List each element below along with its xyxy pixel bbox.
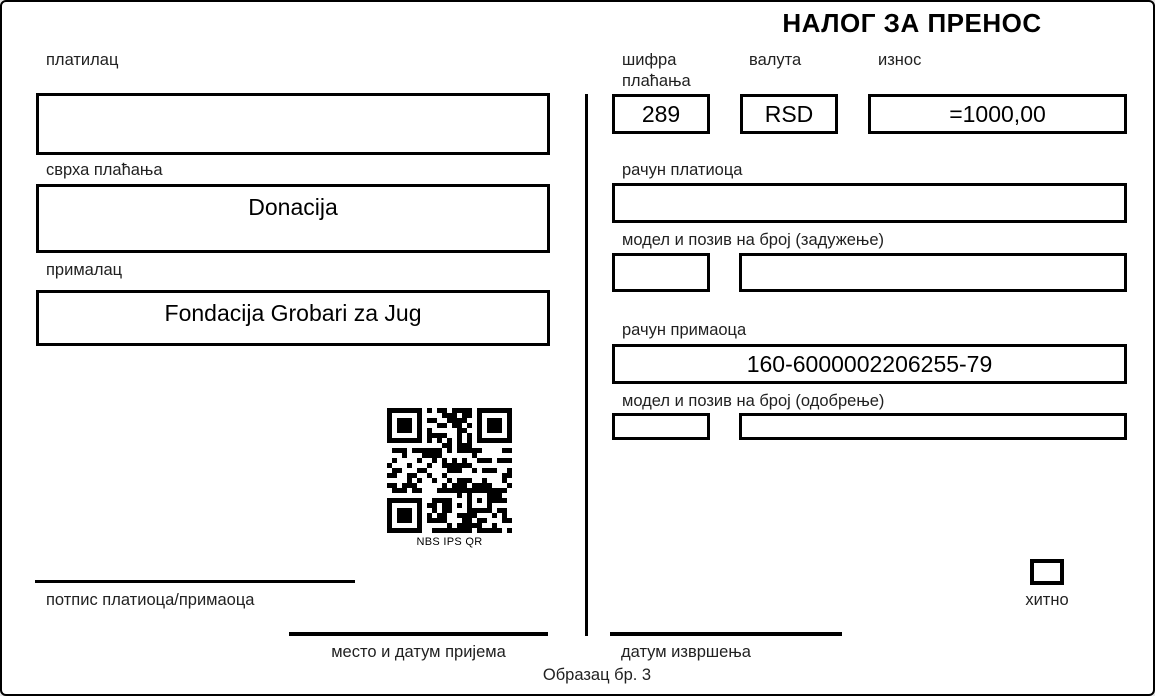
payer-label: платилац (46, 51, 119, 69)
model-credit-field[interactable] (612, 413, 710, 440)
form-number: Образац бр. 3 (542, 666, 652, 684)
recipient-label: прималац (46, 261, 123, 279)
payment-code-field[interactable] (612, 94, 710, 134)
model-debit-field[interactable] (612, 253, 710, 292)
currency-value: RSD (764, 100, 814, 127)
execution-date-label: датум извршења (621, 643, 751, 661)
recipient-field[interactable] (36, 290, 550, 346)
amount-label: износ (878, 51, 922, 69)
amount-value: =1000,00 (949, 100, 1046, 127)
qr-code (387, 408, 512, 533)
signature-label: потпис платиоца/примаоца (46, 591, 255, 609)
model-reference-credit-label: модел и позив на број (одобрење) (622, 392, 885, 410)
urgent-checkbox[interactable] (1030, 559, 1064, 585)
qr-block (387, 408, 512, 548)
payer-field[interactable] (36, 93, 550, 155)
currency-field[interactable] (740, 94, 838, 134)
currency-label: валута (749, 51, 802, 69)
place-date-line[interactable] (289, 632, 548, 636)
payment-code-label: шифра плаћања (622, 51, 691, 90)
reference-credit-field[interactable] (739, 413, 1127, 440)
payer-account-label: рачун платиоца (622, 161, 743, 179)
form-title: НАЛОГ ЗА ПРЕНОС (782, 8, 1042, 38)
column-divider (585, 94, 588, 636)
recipient-account-label: рачун примаоца (622, 321, 747, 339)
amount-field[interactable] (868, 94, 1127, 134)
purpose-value: Donacija (248, 194, 338, 220)
qr-caption: NBS IPS QR (416, 536, 483, 548)
recipient-value: Fondacija Grobari za Jug (164, 300, 422, 326)
model-reference-debit-label: модел и позив на број (задужење) (622, 231, 885, 249)
place-date-label: место и датум пријема (331, 643, 506, 661)
signature-line[interactable] (35, 580, 355, 583)
payer-account-field[interactable] (612, 183, 1127, 223)
payment-code-value: 289 (641, 100, 681, 127)
urgent-label: хитно (1025, 591, 1069, 609)
purpose-field[interactable] (36, 184, 550, 253)
execution-date-line[interactable] (610, 632, 842, 636)
purpose-label: сврха плаћања (46, 161, 163, 179)
recipient-account-value: 160-6000002206255-79 (746, 350, 993, 377)
recipient-account-field[interactable] (612, 344, 1127, 384)
reference-debit-field[interactable] (739, 253, 1127, 292)
